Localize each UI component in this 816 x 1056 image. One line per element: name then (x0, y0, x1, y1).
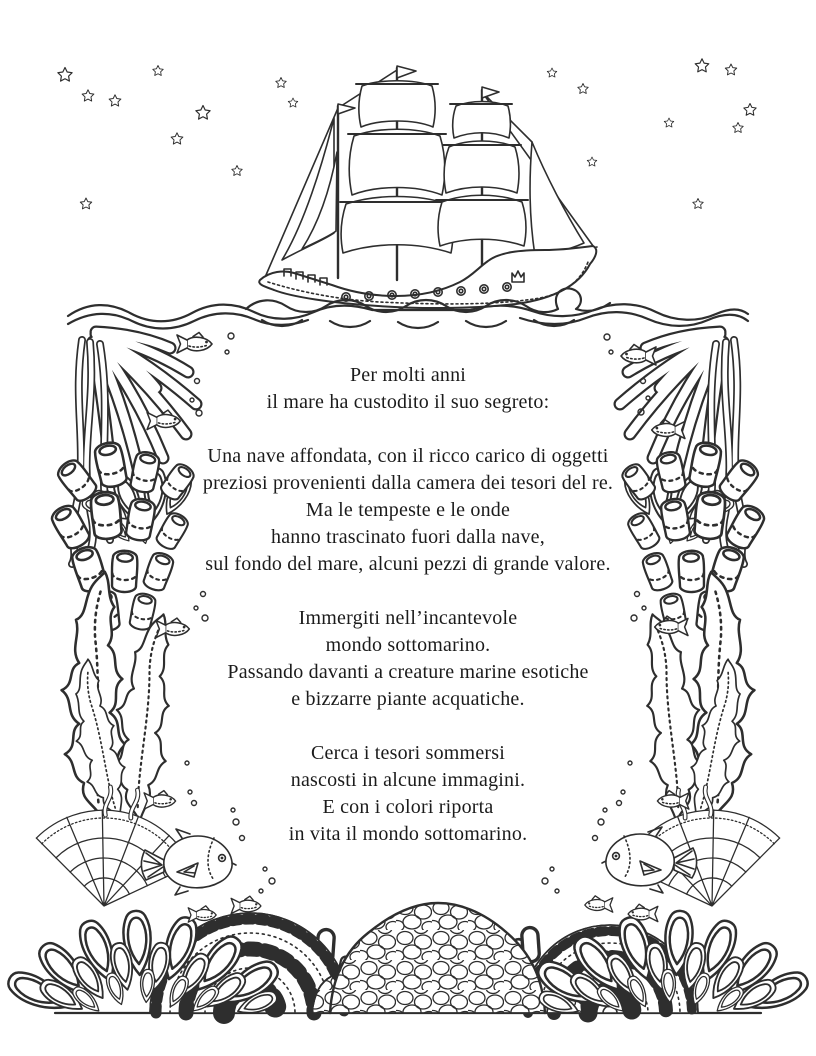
fish-icon (231, 896, 261, 913)
poem-line: in vita il mondo sottomarino. (288, 823, 528, 845)
sailing-ship (246, 66, 610, 328)
star-icon (80, 198, 91, 209)
star-icon (725, 64, 736, 75)
poem-line: sul fondo del mare, alcuni pezzi di grande valore. (205, 553, 611, 575)
poem-line: e bizzarre piante acquatiche. (291, 688, 525, 710)
poem-line: Cerca i tesori sommersi (311, 742, 505, 764)
poem-line: Immergiti nell’incantevole (298, 607, 518, 629)
poem-line: il mare ha custodito il suo segreto: (266, 391, 550, 413)
star-icon (153, 66, 163, 76)
fish-icon (177, 333, 212, 354)
poem-line: Passando davanti a creature marine esotiche (227, 661, 589, 683)
star-icon (578, 84, 588, 94)
star-icon (693, 199, 703, 209)
star-icon (232, 166, 242, 176)
star-icon (744, 104, 756, 116)
star-icon (276, 78, 286, 88)
poem-line: Per molti anni (349, 364, 467, 386)
star-icon (695, 59, 709, 72)
star-icon (196, 106, 210, 120)
poem-line: Una nave affondata, con il ricco carico di oggetti (207, 445, 609, 467)
poem-line: E con i colori riporta (322, 796, 494, 818)
star-icon (733, 123, 743, 133)
star-icon (288, 98, 298, 107)
poem-paragraph (108, 443, 708, 578)
hull (259, 246, 596, 308)
poem-text-block (108, 362, 708, 875)
poem-paragraph (108, 605, 708, 713)
star-icon (82, 90, 94, 101)
poem-paragraph (108, 362, 708, 416)
star-icon (664, 118, 674, 127)
star-icon (587, 157, 597, 166)
star-icon (171, 133, 183, 144)
star-icon (58, 68, 72, 82)
spanker-sail (530, 142, 584, 256)
star-icon (109, 95, 121, 106)
star-icon (547, 68, 557, 77)
poem-line: mondo sottomarino. (325, 634, 491, 656)
poem-line: hanno trascinato fuori dalla nave, (271, 526, 545, 548)
poem-line: preziosi provenienti dalla camera dei tesori del re. (202, 472, 614, 494)
jib-sails (282, 118, 337, 260)
poem-line: Ma le tempeste e le onde (305, 499, 511, 521)
poem-paragraph (108, 740, 708, 848)
poem-line: nascosti in alcune immagini. (290, 769, 526, 791)
square-sails-mainmast (340, 81, 454, 253)
fish-icon (585, 896, 613, 912)
